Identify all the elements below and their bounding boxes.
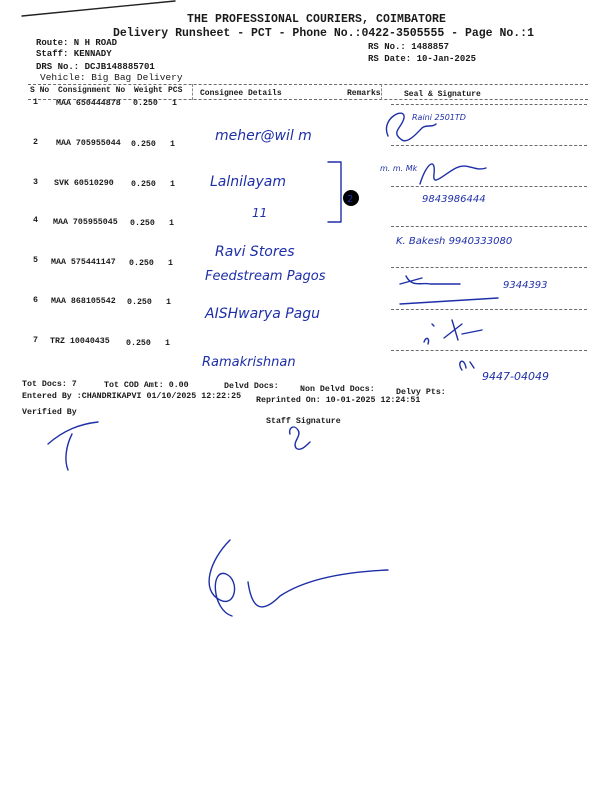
row-pcs: 1 [170, 140, 175, 149]
handwritten-consignee: AISHwarya Pagu [205, 306, 321, 322]
row-weight: 0.250 [126, 339, 151, 348]
row-weight: 0.250 [131, 180, 156, 189]
footer-signatures [40, 420, 560, 640]
row-sno: 4 [33, 216, 38, 225]
row-sno: 1 [33, 98, 38, 107]
non-delivered-docs: Non Delvd Docs: [300, 385, 375, 394]
col-header-remarks: Remarks [347, 89, 381, 98]
col-header-weight: Weight [134, 86, 163, 95]
row-consignment: TRZ 10040435 [50, 337, 110, 346]
row-sno: 2 [33, 138, 38, 147]
row-consignment: MAA 650444878 [56, 99, 121, 108]
row-consignment: MAA 705955044 [56, 139, 121, 148]
staff-signature-label: Staff Signature [266, 417, 341, 426]
handwritten-signatures [378, 98, 593, 398]
row-pcs: 1 [172, 99, 177, 108]
signature-phone: 9447-04049 [482, 370, 549, 383]
row-consignment: MAA 868105542 [51, 297, 116, 306]
entered-by: Entered By :CHANDRIKAPVI 01/10/2025 12:22:25 [22, 392, 242, 401]
handwritten-consignee: Feedstream Pagos [205, 269, 326, 284]
signature-phone: 9843986444 [422, 194, 486, 205]
row-weight: 0.250 [130, 219, 155, 228]
col-header-consignment: Consignment No [58, 86, 126, 95]
col-header-sno: S No [30, 86, 50, 95]
handwritten-consignee: Ramakrishnan [202, 355, 296, 370]
table-top-rule [28, 84, 588, 85]
total-docs: Tot Docs: 7 [22, 380, 77, 389]
handwritten-consignee: Lalnilayam [210, 174, 287, 190]
row-sno: 5 [33, 256, 38, 265]
col-header-seal: Seal & Signature [404, 90, 481, 99]
row-pcs: 1 [168, 259, 173, 268]
row-pcs: 1 [169, 219, 174, 228]
verified-by-label: Verified By [22, 408, 77, 417]
row-pcs: 1 [165, 339, 170, 348]
row-sno: 7 [33, 336, 38, 345]
route-label: Route: N H ROAD [36, 38, 118, 48]
reprinted-on: Reprinted On: 10-01-2025 12:24:51 [256, 396, 421, 405]
staff-label: Staff: KENNADY [36, 49, 112, 59]
rs-date: RS Date: 10-Jan-2025 [368, 54, 477, 64]
total-cod: Tot COD Amt: 0.00 [104, 381, 189, 390]
delivery-points: Delvy Pts: [396, 388, 446, 397]
row-sno: 6 [33, 296, 38, 305]
handwritten-consignee: Ravi Stores [215, 244, 295, 260]
row-weight: 0.250 [127, 298, 152, 307]
row-weight: 0.250 [133, 99, 158, 108]
row-consignment: SVK 60510290 [54, 179, 114, 188]
col-header-pcs: PCS [168, 86, 183, 95]
runsheet-subtitle: Delivery Runsheet - PCT - Phone No.:0422-3505555 - Page No.:1 [113, 27, 534, 40]
rs-number: RS No.: 1488857 [368, 42, 450, 52]
handwritten-consignee-notes [200, 100, 390, 390]
vehicle-label: Vehicle: Big Bag Delivery [40, 72, 183, 83]
signature-note: m. m. Mk [380, 164, 418, 173]
bracket-number: 2 [347, 194, 354, 205]
signature-note: Raini 2501TD [412, 113, 466, 122]
signature-phone: K. Bakesh 9940333080 [396, 236, 513, 247]
row-weight: 0.250 [131, 140, 156, 149]
row-consignment: MAA 705955045 [53, 218, 118, 227]
drs-number: DRS No.: DCJB148885701 [36, 62, 155, 72]
row-pcs: 1 [166, 298, 171, 307]
col-divider [192, 84, 193, 100]
company-title: THE PROFESSIONAL COURIERS, COIMBATORE [187, 13, 447, 26]
row-consignment: MAA 575441147 [51, 258, 116, 267]
signature-phone: 9344393 [503, 280, 548, 291]
handwritten-consignee: meher@wil m [215, 128, 312, 144]
row-weight: 0.250 [129, 259, 154, 268]
ditto-mark: 11 [252, 206, 268, 220]
row-sno: 3 [33, 178, 38, 187]
top-corner-line [0, 0, 180, 20]
col-header-consignee: Consignee Details [200, 89, 282, 98]
delivered-docs: Delvd Docs: [224, 382, 279, 391]
row-pcs: 1 [170, 180, 175, 189]
